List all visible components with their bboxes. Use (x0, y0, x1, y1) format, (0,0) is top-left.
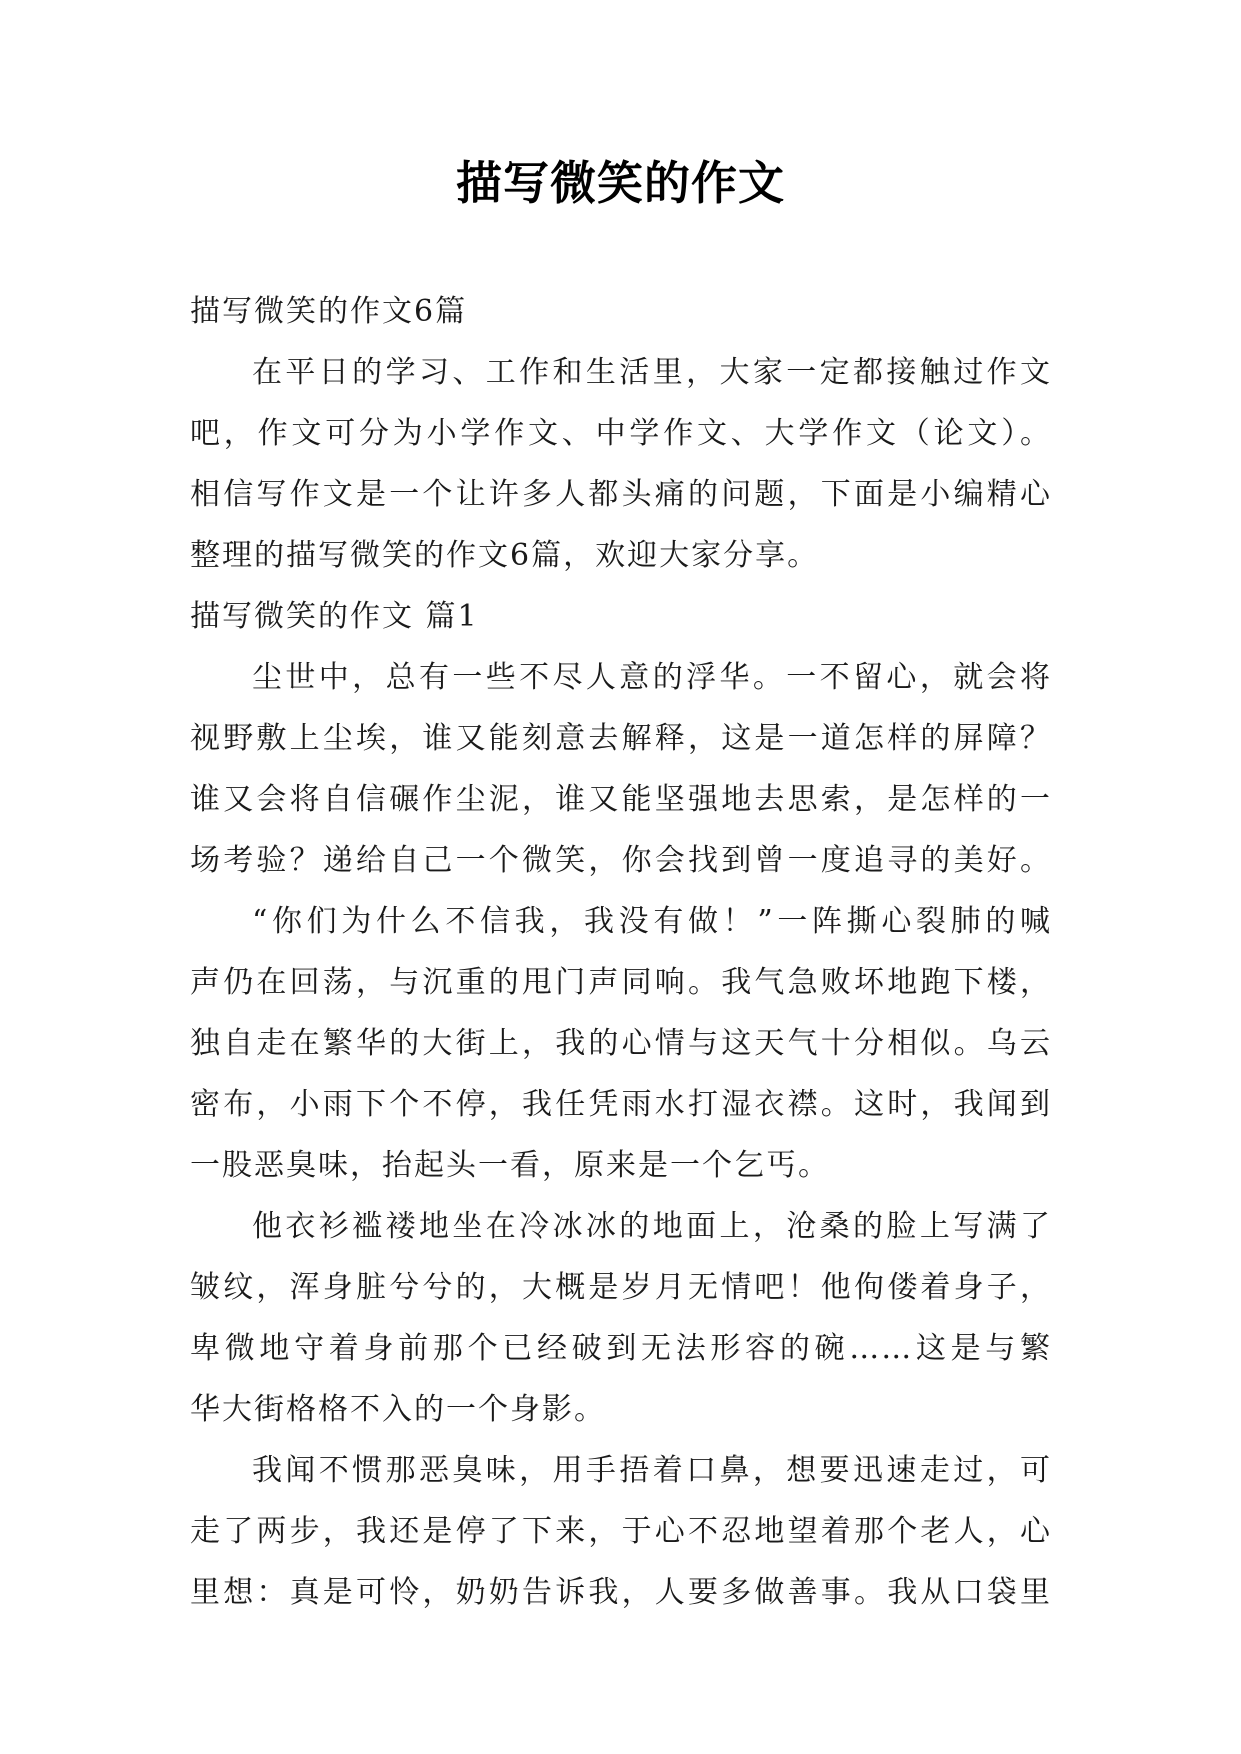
document-body (190, 281, 1052, 1623)
text-line: 整理的描写微笑的作文6篇，欢迎大家分享。 (190, 538, 820, 573)
text-line: “你们为什么不信我，我没有做！”一阵撕心裂肺的喊 (252, 904, 1052, 939)
text-line: 走了两步，我还是停了下来，于心不忍地望着那个老人，心 (190, 1514, 1052, 1549)
text-line: 皱纹，浑身脏兮兮的，大概是岁月无情吧！他佝偻着身子， (190, 1270, 1052, 1305)
text-line: 密布，小雨下个不停，我任凭雨水打湿衣襟。这时，我闻到 (190, 1087, 1052, 1122)
text-line: 描写微笑的作文 篇1 (190, 599, 479, 634)
text-line: 在平日的学习、工作和生活里，大家一定都接触过作文 (252, 355, 1052, 390)
text-line: 独自走在繁华的大街上，我的心情与这天气十分相似。乌云 (190, 1026, 1052, 1061)
text-line: 尘世中，总有一些不尽人意的浮华。一不留心，就会将 (252, 660, 1052, 695)
text-line: 一股恶臭味，抬起头一看，原来是一个乞丐。 (190, 1148, 830, 1183)
document-title: 描写微笑的作文 (456, 156, 785, 210)
text-line: 描写微笑的作文6篇 (190, 294, 468, 329)
text-line: 我闻不惯那恶臭味，用手捂着口鼻，想要迅速走过，可 (252, 1453, 1052, 1488)
text-line: 相信写作文是一个让许多人都头痛的问题，下面是小编精心 (190, 477, 1052, 512)
text-line: 视野敷上尘埃，谁又能刻意去解释，这是一道怎样的屏障？ (190, 721, 1052, 756)
text-line: 他衣衫褴褛地坐在冷冰冰的地面上，沧桑的脸上写满了 (252, 1209, 1052, 1244)
text-line: 谁又会将自信碾作尘泥，谁又能坚强地去思索，是怎样的一 (190, 782, 1052, 817)
text-line: 华大街格格不入的一个身影。 (190, 1392, 606, 1427)
text-line: 里想：真是可怜，奶奶告诉我，人要多做善事。我从口袋里 (190, 1575, 1052, 1610)
text-line: 吧，作文可分为小学作文、中学作文、大学作文（论文）。 (190, 416, 1052, 451)
text-line: 卑微地守着身前那个已经破到无法形容的碗……这是与繁 (190, 1331, 1052, 1366)
text-line: 场考验？递给自己一个微笑，你会找到曾一度追寻的美好。 (190, 843, 1052, 878)
text-line: 声仍在回荡，与沉重的甩门声同响。我气急败坏地跑下楼， (190, 965, 1052, 1000)
